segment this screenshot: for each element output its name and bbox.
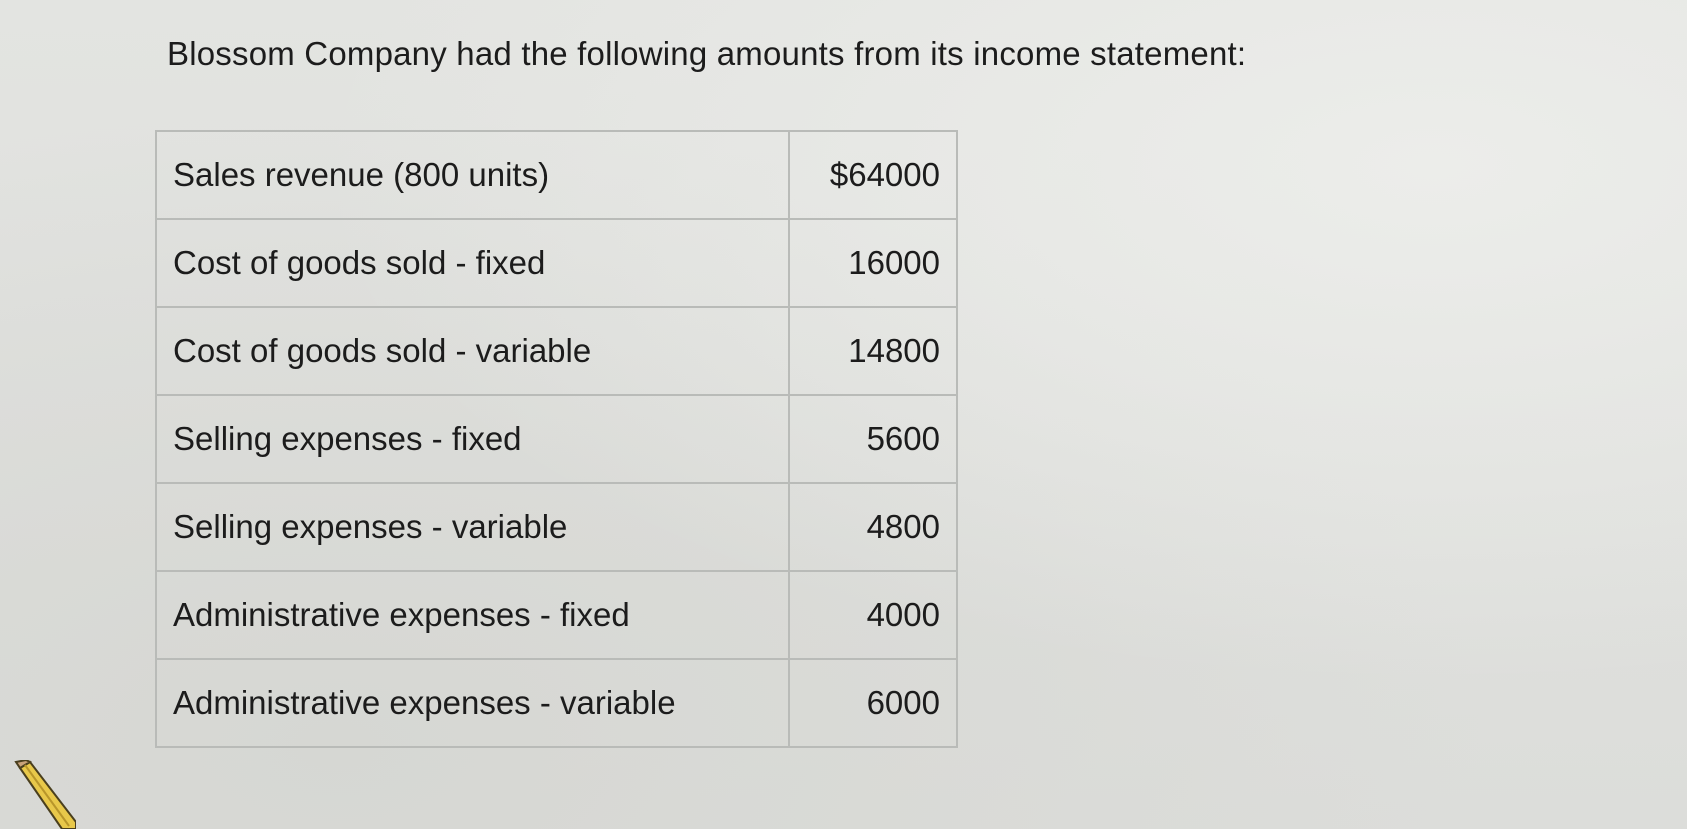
row-amount: 4800: [789, 483, 957, 571]
row-label: Administrative expenses - variable: [156, 659, 789, 747]
row-amount: $64000: [789, 131, 957, 219]
row-amount: 4000: [789, 571, 957, 659]
table-row: [156, 659, 957, 747]
row-label: Administrative expenses - fixed: [156, 571, 789, 659]
row-amount: 14800: [789, 307, 957, 395]
table-row: [156, 571, 957, 659]
table-row: [156, 131, 957, 219]
row-label: Cost of goods sold - fixed: [156, 219, 789, 307]
row-label: Selling expenses - fixed: [156, 395, 789, 483]
table-row: [156, 307, 957, 395]
row-amount: 16000: [789, 219, 957, 307]
table-row: [156, 483, 957, 571]
question-text: Blossom Company had the following amounts from its income statement:: [167, 35, 1247, 72]
income-statement-table: [155, 130, 958, 748]
row-label: Selling expenses - variable: [156, 483, 789, 571]
table-row: [156, 219, 957, 307]
row-amount: 6000: [789, 659, 957, 747]
row-label: Cost of goods sold - variable: [156, 307, 789, 395]
row-label: Sales revenue (800 units): [156, 131, 789, 219]
table-row: [156, 395, 957, 483]
row-amount: 5600: [789, 395, 957, 483]
pencil-icon[interactable]: [6, 760, 76, 829]
